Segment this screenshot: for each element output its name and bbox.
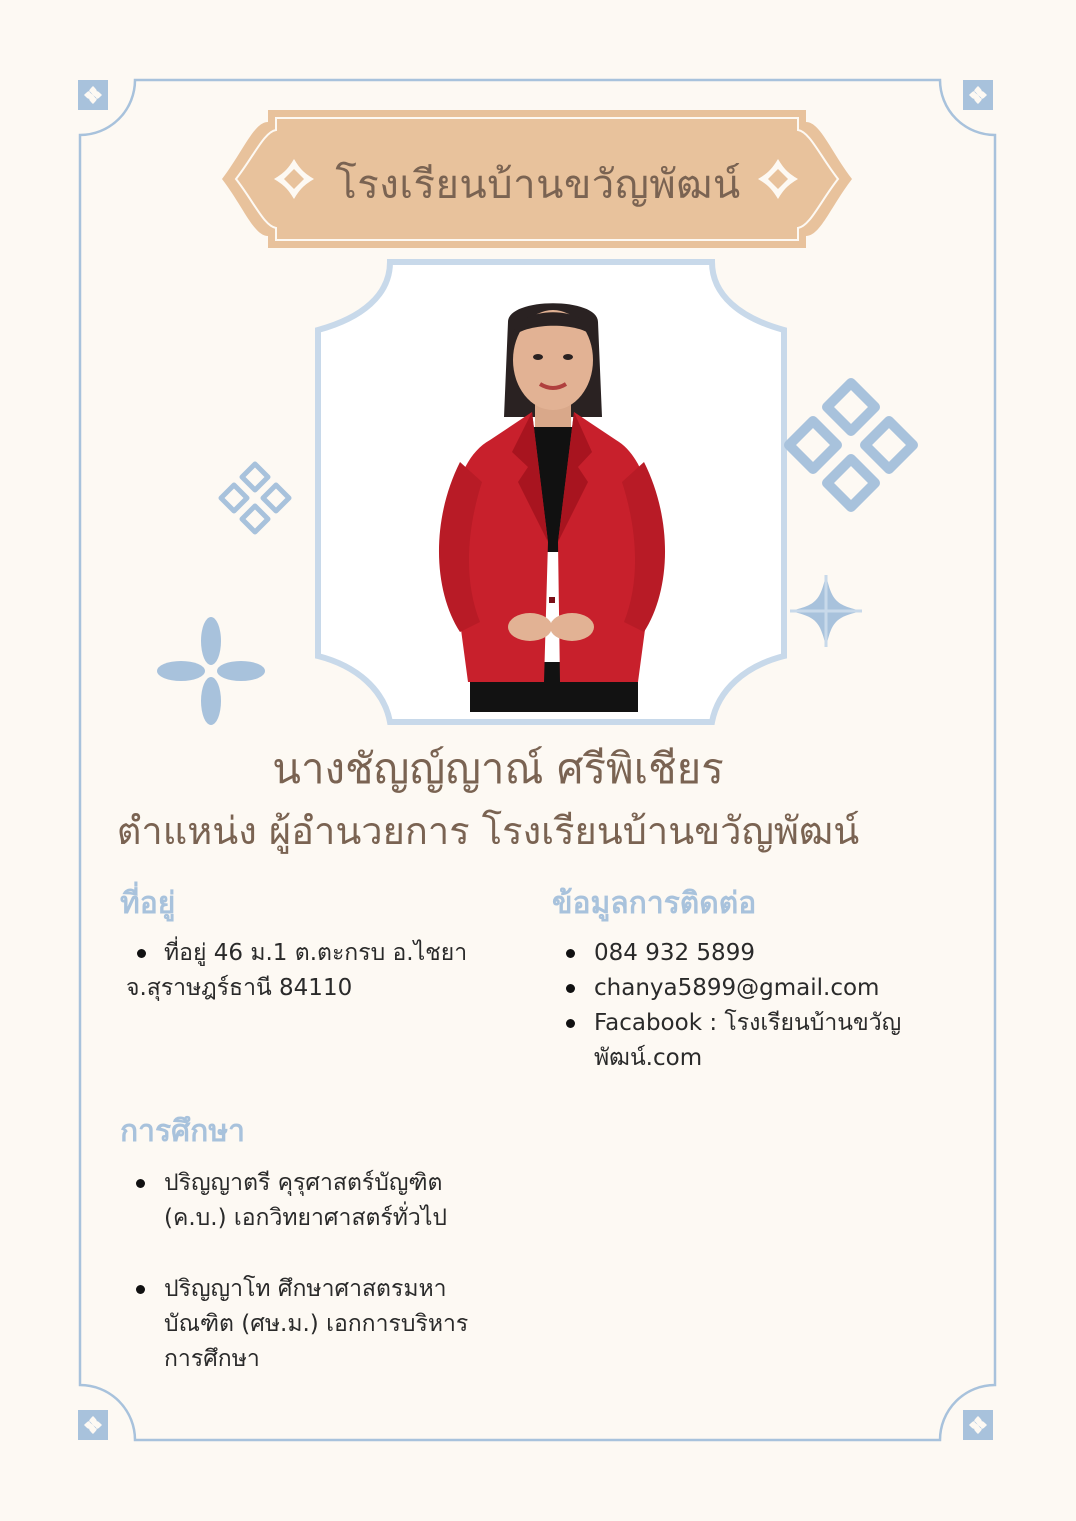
- address-line-2: จ.สุราษฎร์ธานี 84110: [126, 975, 353, 1001]
- contact-phone[interactable]: 084 932 5899: [594, 940, 755, 966]
- education-list: [136, 1166, 536, 1377]
- education-item-1-line-1: ปริญญาตรี คุรุศาสตร์บัญฑิต: [164, 1170, 443, 1196]
- education-item-1-line-2: (ค.บ.) เอกวิทยาศาสตร์ทั่วไป: [164, 1205, 448, 1231]
- person-position: ตำแหน่ง ผู้อำนวยการ โรงเรียนบ้านขวัญพัฒน์: [116, 809, 860, 853]
- bullet-icon: [566, 949, 575, 958]
- list-item: [566, 1006, 966, 1076]
- address-block: [126, 936, 526, 1006]
- education-item-2-line-2: บัณฑิต (ศษ.ม.) เอกการบริหาร: [164, 1311, 469, 1337]
- bullet-icon: [566, 1019, 575, 1028]
- contact-email[interactable]: chanya5899@gmail.com: [594, 975, 880, 1001]
- bullet-icon: [566, 984, 575, 993]
- list-item: [136, 1272, 536, 1377]
- flower-petals-icon: [157, 617, 265, 725]
- education-item-2-line-1: ปริญญาโท ศึกษาศาสตรมหา: [164, 1276, 447, 1302]
- list-item: [136, 1166, 536, 1236]
- flower-outline-small-icon: [221, 464, 289, 532]
- school-banner-title: โรงเรียนบ้านขวัญพัฒน์: [335, 162, 741, 208]
- contact-heading: ข้อมูลการติดต่อ: [552, 886, 757, 921]
- profile-photo: [420, 292, 680, 712]
- list-item: [566, 936, 966, 971]
- list-item: [566, 971, 966, 1006]
- bullet-icon: [137, 949, 146, 958]
- contact-facebook-line-2: พัฒน์.com: [594, 1045, 703, 1071]
- bullet-icon: [136, 1179, 145, 1188]
- contact-list: [566, 936, 966, 1076]
- bullet-icon: [136, 1285, 145, 1294]
- list-item: [126, 936, 526, 971]
- address-heading: ที่อยู่: [120, 886, 176, 921]
- contact-facebook-line-1: Facabook : โรงเรียนบ้านขวัญ: [594, 1010, 902, 1036]
- address-line-1: ที่อยู่ 46 ม.1 ต.ตะกรบ อ.ไชยา: [164, 940, 468, 966]
- education-heading: การศึกษา: [120, 1114, 245, 1149]
- flower-outline-large-icon: [789, 383, 913, 507]
- flower-star-icon: [790, 575, 862, 647]
- person-name: นางชัญญ์ญาณ์ ศรีพิเชียร: [272, 744, 724, 793]
- contact-facebook[interactable]: [594, 1006, 966, 1076]
- education-item-2-line-3: การศึกษา: [164, 1346, 260, 1372]
